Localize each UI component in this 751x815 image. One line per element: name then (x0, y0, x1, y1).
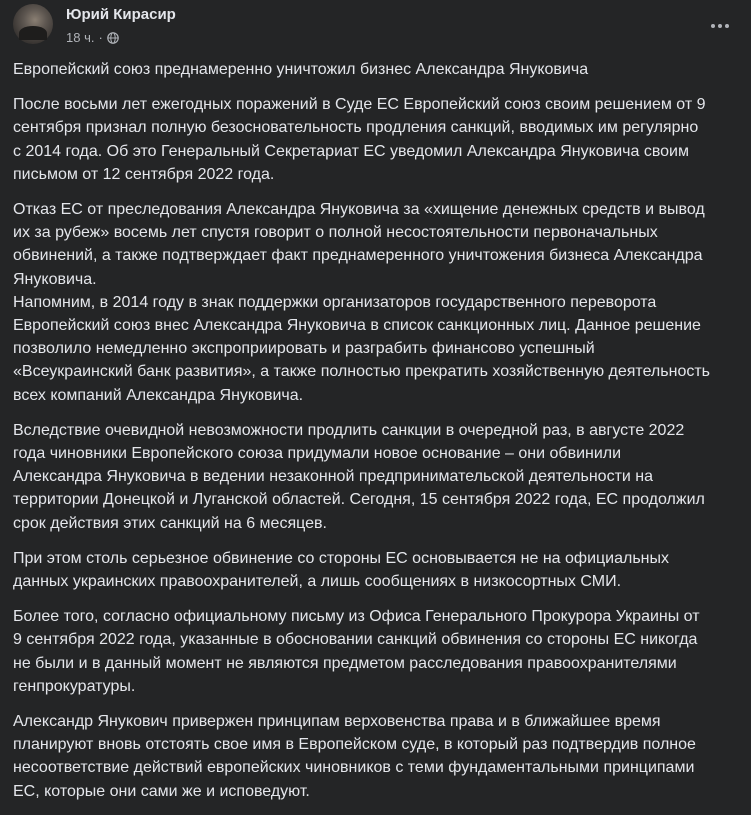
author-name[interactable]: Юрий Кирасир (66, 6, 176, 23)
post-headline: Европейский союз преднамеренно уничтожил бизнес Александра Януковича (13, 61, 589, 78)
post-paragraph: Отказ ЕС от преследования Александра Януковича за «хищение денежных средств и вывод их за рубеж» восемь лет спустя говорит о полной несостоятельности первоначальных обвинений, а также подтверждает факт преднамеренного уничтожения бизнеса Александра Януковича. Напомним, в 2014 году в знак поддержки организаторов государственного переворота Европейский союз внес Александра Януковича в список санкционных лиц. Данное решение позволило немедленно экспроприировать и разграбить финансово успешный «Всеукраинский банк развития», а также полностью прекратить хозяйственную деятельность всех компаний Александра Януковича. (13, 201, 710, 404)
more-horizontal-icon (711, 24, 715, 28)
post-paragraph: Вследствие очевидной невозможности продлить санкции в очередной раз, в августе 2022 года чиновники Европейского союза придумали новое основание – они обвинили Александра Януковича в ведении незаконной предпринимательской деятельности на территории Донецкой и Луганской областей. Сегодня, 15 сентября 2022 года, ЕС продолжил срок действия этих санкций на 6 месяцев. (13, 421, 705, 532)
post-paragraph: Более того, согласно официальному письму из Офиса Генерального Прокурора Украины от 9 сентября 2022 года, указанные в обосновании санкций обвинения со стороны ЕС никогда не были и в данный момент не являются предметом расследования правоохранителями генпрокуратуры. (13, 608, 700, 695)
more-horizontal-icon-dot (725, 24, 729, 28)
more-horizontal-icon-dot (718, 24, 722, 28)
post-time[interactable]: 18 ч. (66, 30, 95, 45)
post-text (13, 58, 743, 815)
post-header (0, 0, 751, 56)
post-paragraph: При этом столь серьезное обвинение со стороны ЕС основывается не на официальных данных украинских правоохранителей, а лишь сообщениях в низкосортных СМИ. (13, 549, 670, 591)
post-meta (66, 30, 119, 45)
post-paragraph: После восьми лет ежегодных поражений в Суде ЕС Европейский союз своим решением от 9 сентября признал полную безосновательность продления санкций, вводимых им регулярно с 2014 года. Об это Генеральный Секретариат ЕС уведомил Александра Януковича своим письмом от 12 сентября 2022 года. (13, 96, 706, 183)
avatar[interactable] (13, 4, 53, 44)
more-options-button[interactable] (702, 8, 738, 44)
post-paragraph: Александр Янукович привержен принципам верховенства права и в ближайшее время планируют вновь отстоять свое имя в Европейском суде, в который раз подтвердив полное несоответствие действий европейских чиновников с теми фундаментальными принципами ЕС, которые они сами же и исповедуют. (13, 713, 696, 800)
meta-separator: · (98, 30, 103, 45)
globe-icon[interactable] (107, 32, 119, 44)
